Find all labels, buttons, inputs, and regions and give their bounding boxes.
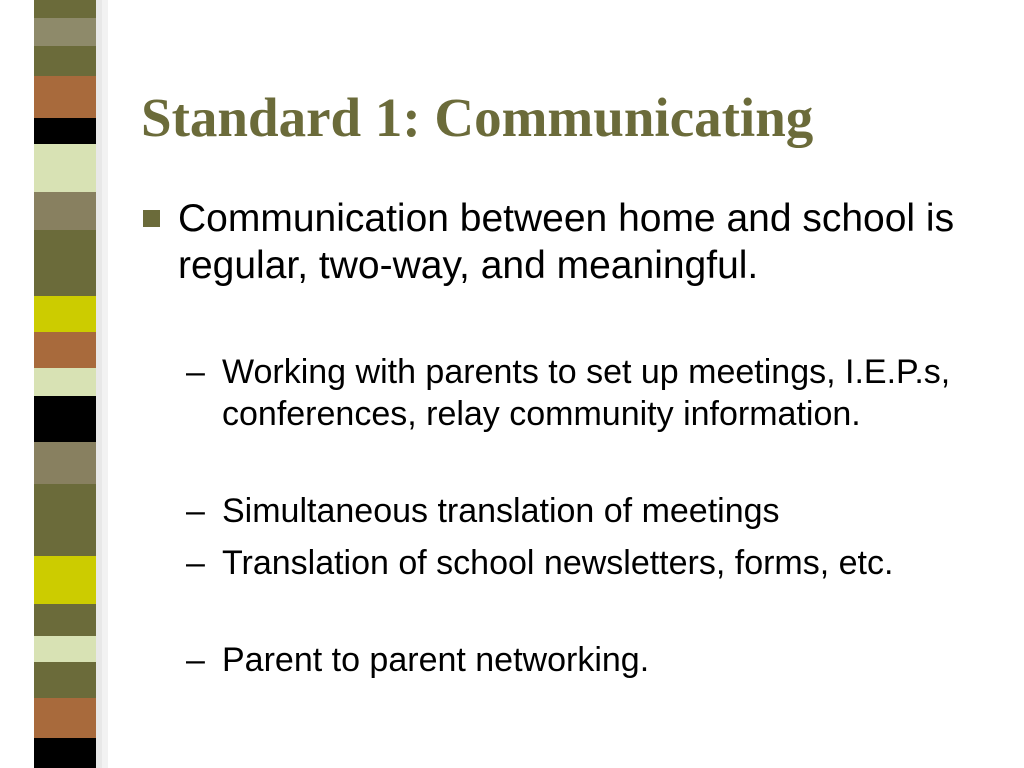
stripe-band <box>34 332 96 368</box>
stripe-band <box>34 368 96 396</box>
sub-bullet-text: Translation of school newsletters, forms, etc. <box>222 544 894 582</box>
stripe-band <box>34 442 96 484</box>
stripe-band <box>34 396 96 442</box>
stripe-band <box>34 296 96 332</box>
stripe-band <box>34 484 96 514</box>
stripe-band <box>34 738 96 768</box>
dash-marker: – <box>186 492 205 530</box>
sub-bullet-text: Simultaneous translation of meetings <box>222 492 780 530</box>
stripe-band <box>34 192 96 230</box>
sub-bullet-item <box>186 490 982 532</box>
sub-bullet-text: Parent to parent networking. <box>222 641 650 679</box>
sub-bullet-item <box>186 542 982 584</box>
square-bullet-icon <box>143 210 160 227</box>
bullet-item <box>178 195 968 289</box>
stripe-band <box>34 272 96 296</box>
stripe-band <box>34 662 96 698</box>
sub-bullet-item <box>186 351 982 435</box>
stripe-band <box>34 698 96 738</box>
decorative-stripe <box>0 0 118 768</box>
stripe-band <box>34 0 96 18</box>
stripe-band <box>34 144 96 192</box>
sub-bullet-item <box>186 639 982 681</box>
stripe-band <box>34 604 96 636</box>
sub-bullet-text: Working with parents to set up meetings, I.E.P.s, conferences, relay community information. <box>222 353 951 433</box>
stripe-bands <box>34 0 96 768</box>
dash-marker: – <box>186 353 205 391</box>
dash-marker: – <box>186 544 205 582</box>
stripe-band <box>34 514 96 556</box>
stripe-band <box>34 230 96 272</box>
bullet-text: Communication between home and school is regular, two-way, and meaningful. <box>178 197 955 287</box>
stripe-band <box>34 118 96 144</box>
stripe-band <box>34 18 96 46</box>
stripe-band <box>34 46 96 76</box>
stripe-band <box>34 636 96 662</box>
dash-marker: – <box>186 641 205 679</box>
slide-title: Standard 1: Communicating <box>141 87 814 148</box>
stripe-band <box>34 556 96 604</box>
stripe-band <box>34 76 96 118</box>
